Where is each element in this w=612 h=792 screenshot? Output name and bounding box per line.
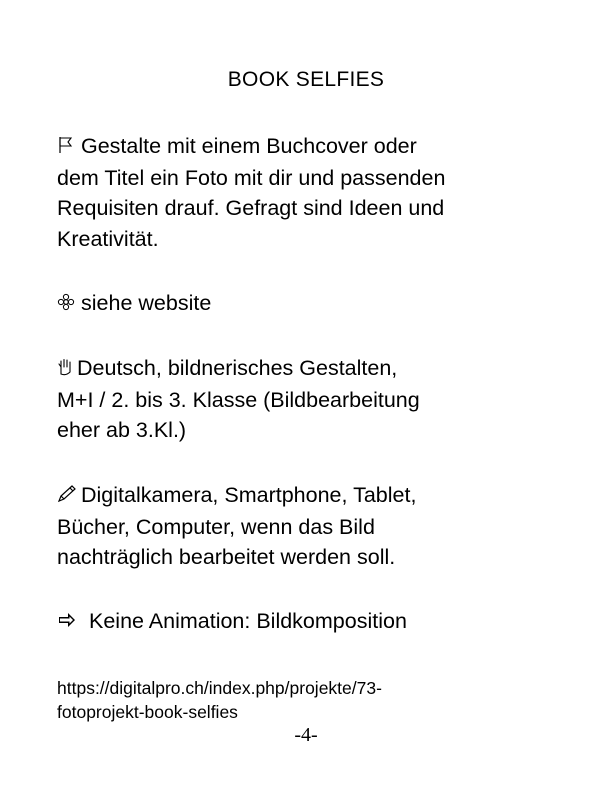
subjects-section [57, 353, 567, 446]
pencil-icon [57, 481, 81, 512]
arrow-right-icon [57, 607, 89, 638]
task-line-2: dem Titel ein Foto mit dir und passenden [57, 165, 446, 190]
flag-icon [57, 132, 81, 163]
subjects-line-2: M+I / 2. bis 3. Klasse (Bildbearbeitung [57, 387, 420, 412]
source-url-line-2[interactable]: fotoprojekt-book-selfies [57, 702, 238, 722]
task-line-1: Gestalte mit einem Buchcover oder [81, 134, 417, 158]
materials-line-2: Bücher, Computer, wenn das Bild [57, 514, 375, 539]
animation-section [57, 606, 567, 638]
task-section [57, 131, 567, 254]
website-section [57, 288, 567, 320]
materials-line-1: Digitalkamera, Smartphone, Tablet, [81, 483, 417, 507]
task-line-3: Requisiten drauf. Gefragt sind Ideen und [57, 196, 445, 220]
subjects-line-3: eher ab 3.Kl.) [57, 418, 187, 442]
materials-line-3: nachträglich bearbeitet werden soll. [57, 545, 396, 569]
page-number: -4- [294, 724, 318, 746]
source-url[interactable] [57, 676, 382, 724]
website-link[interactable]: siehe website [81, 291, 212, 315]
subjects-line-1: Deutsch, bildnerisches Gestalten, [77, 356, 398, 380]
task-line-4: Kreativität. [57, 226, 159, 251]
materials-section [57, 480, 567, 573]
animation-line: Keine Animation: Bildkomposition [89, 609, 407, 633]
source-url-line-1[interactable]: https://digitalpro.ch/index.php/projekte/73- [57, 678, 382, 698]
page-title: BOOK SELFIES [227, 68, 385, 91]
hand-icon [57, 354, 77, 385]
flower-icon [57, 289, 81, 320]
